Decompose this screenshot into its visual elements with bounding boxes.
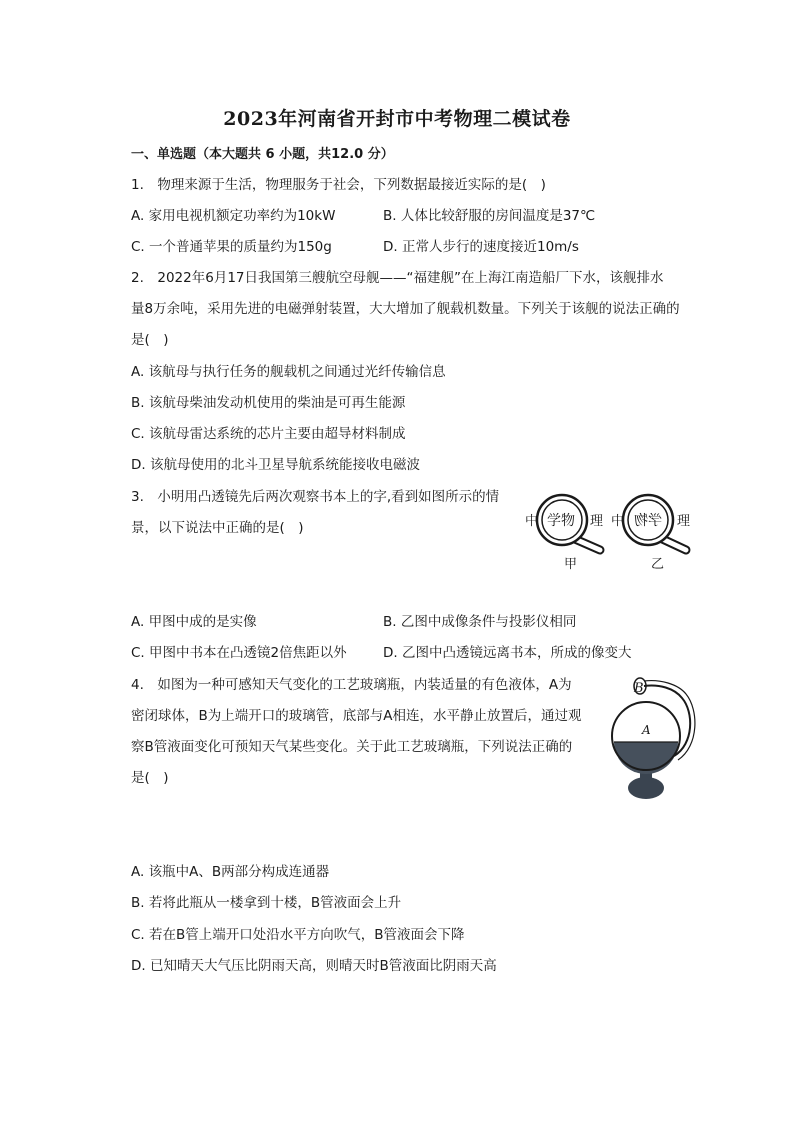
q4-stem-line1: 4. 如图为一种可感知天气变化的工艺玻璃瓶，内装适量的有色液体，A为 [131, 677, 572, 693]
q3-left-outer-char-2: 理 [590, 514, 604, 529]
q4-stem-line4: 是( ) [131, 770, 169, 786]
q4-label-a: A [642, 723, 651, 737]
q1-option-c: C. 一个普通苹果的质量约为150g [131, 239, 332, 255]
q1-option-d: D. 正常人步行的速度接近10m/s [383, 239, 579, 255]
q1-option-b: B. 人体比较舒服的房间温度是37℃ [383, 208, 596, 224]
q2-stem-line3: 是( ) [131, 332, 169, 348]
q4-label-b: B [634, 681, 644, 696]
section-heading: 一、单选题（本大题共 6 小题，共12.0 分） [131, 147, 394, 162]
q2-option-b: B. 该航母柴油发动机使用的柴油是可再生能源 [131, 395, 406, 411]
q4-stem-line2: 密闭球体，B为上端开口的玻璃管，底部与A相连，水平静止放置后，通过观 [131, 708, 582, 724]
q3-lens-figure [520, 490, 710, 575]
q2-option-a: A. 该航母与执行任务的舰载机之间通过光纤传输信息 [131, 364, 446, 380]
q2-stem-line1: 2. 2022年6月17日我国第三艘航空母舰——“福建舰”在上海江南造船厂下水，该舰排水 [131, 270, 664, 286]
q3-option-a: A. 甲图中成的是实像 [131, 614, 257, 630]
q4-option-a: A. 该瓶中A、B两部分构成连通器 [131, 864, 330, 880]
q1-stem: 1. 物理来源于生活，物理服务于社会，下列数据最接近实际的是( ) [131, 177, 546, 193]
q3-stem-line2: 景，以下说法中正确的是( ) [131, 520, 304, 536]
page-title: 2023年河南省开封市中考物理二模试卷 [223, 108, 571, 130]
q4-option-c: C. 若在B管上端开口处沿水平方向吹气，B管液面会下降 [131, 927, 465, 943]
q3-right-outer-char-1: 中 [611, 514, 625, 529]
q3-right-lens-text: 学物 [634, 513, 662, 529]
q3-stem-line1: 3. 小明用凸透镜先后两次观察书本上的字,看到如图所示的情 [131, 489, 500, 505]
q2-option-c: C. 该航母雷达系统的芯片主要由超导材料制成 [131, 426, 406, 442]
q3-right-outer-char-2: 理 [677, 514, 691, 529]
q3-option-b: B. 乙图中成像条件与投影仪相同 [383, 614, 577, 630]
q3-left-lens-text: 学物 [547, 513, 575, 529]
q2-option-d: D. 该航母使用的北斗卫星导航系统能接收电磁波 [131, 457, 420, 473]
q3-option-c: C. 甲图中书本在凸透镜2倍焦距以外 [131, 645, 347, 661]
q3-option-d: D. 乙图中凸透镜远离书本，所成的像变大 [383, 645, 632, 661]
q1-option-a: A. 家用电视机额定功率约为10kW [131, 208, 336, 224]
q4-stem-line3: 察B管液面变化可预知天气某些变化。关于此工艺玻璃瓶，下列说法正确的 [131, 739, 573, 755]
q4-weather-bottle-figure [604, 674, 696, 804]
q3-right-caption: 乙 [651, 557, 665, 572]
q2-stem-line2: 量8万余吨，采用先进的电磁弹射装置，大大增加了舰载机数量。下列关于该舰的说法正确的 [131, 301, 680, 317]
q4-option-d: D. 已知晴天大气压比阴雨天高，则晴天时B管液面比阴雨天高 [131, 958, 497, 974]
q4-option-b: B. 若将此瓶从一楼拿到十楼，B管液面会上升 [131, 895, 402, 911]
q3-left-outer-char-1: 中 [525, 514, 539, 529]
q3-left-caption: 甲 [564, 557, 578, 572]
